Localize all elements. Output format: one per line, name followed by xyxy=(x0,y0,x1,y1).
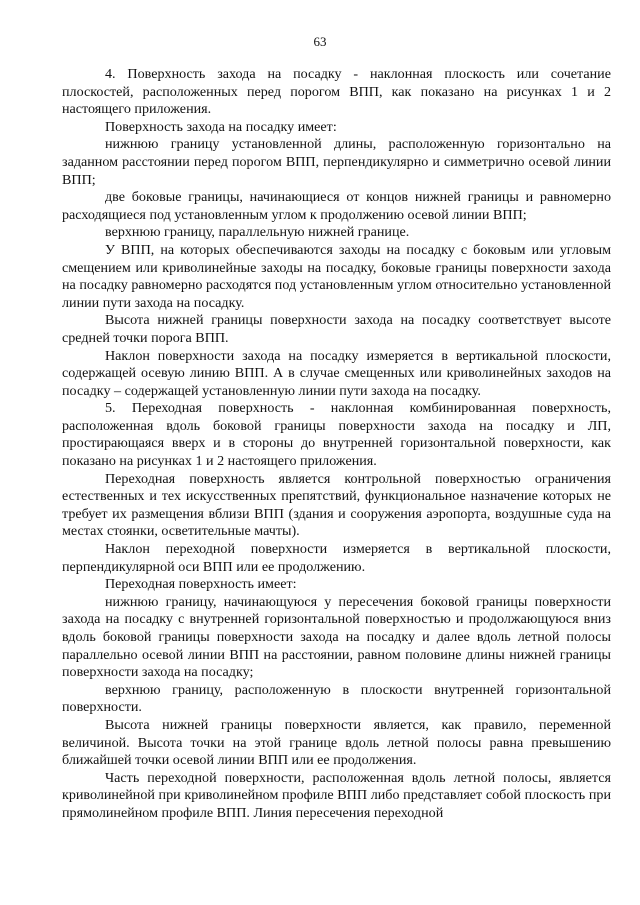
paragraph: Переходная поверхность имеет: xyxy=(105,576,297,593)
paragraph: Часть переходной поверхности, расположенная вдоль летной полосы, является криволинейной при криволинейном профиле ВПП либо представляет собой плоскость при прямолинейном профиле ВПП. Линия пересечения переходной xyxy=(62,769,611,821)
paragraph: верхнюю границу, расположенную в плоскости внутренней горизонтальной поверхности. xyxy=(62,681,611,716)
paragraph: Наклон поверхности захода на посадку измеряется в вертикальной плоскости, содержащей осевую линию ВПП. А в случае смещенных или криволинейных заходов на посадку – содержащей установленную линии пути захода на посадку. xyxy=(62,347,611,399)
paragraph: 4. Поверхность захода на посадку - наклонная плоскость или сочетание плоскостей, расположенных перед порогом ВПП, как показано на рисунках 1 и 2 настоящего приложения. xyxy=(62,66,611,118)
paragraph: 5. Переходная поверхность - наклонная комбинированная поверхность, расположенная вдоль боковой границы поверхности захода на посадку и ЛП, простирающаяся вверх и в стороны до внутренней горизонтальной поверхности, как показано на рисунках 1 и 2 настоящего приложения. xyxy=(62,400,611,470)
paragraph: две боковые границы, начинающиеся от концов нижней границы и равномерно расходящиеся под установленным углом к продолжению осевой линии ВПП; xyxy=(62,189,611,223)
paragraph: Поверхность захода на посадку имеет: xyxy=(105,118,337,135)
paragraph: нижнюю границу установленной длины, расположенную горизонтально на заданном расстоянии перед порогом ВПП, перпендикулярно и симметрично осевой линии ВПП; xyxy=(62,136,611,188)
paragraph: Наклон переходной поверхности измеряется в вертикальной плоскости, перпендикулярной оси ВПП или ее продолжению. xyxy=(62,541,611,575)
paragraph: У ВПП, на которых обеспечиваются заходы на посадку с боковым или угловым смещением или криволинейные заходы на посадку, боковые границы поверхности захода на посадку равномерно расходятся под установленным углом относительно установленной линии пути захода на посадку. xyxy=(62,241,611,311)
paragraph: Переходная поверхность является контрольной поверхностью ограничения естественных и тех искусственных препятствий, функциональное назначение которых не требует их размещения вблизи ВПП (здания и сооружения аэропорта, воздушные суда на местах стоянки, осветительные мачты). xyxy=(62,470,611,540)
document-body xyxy=(62,66,611,823)
paragraph: нижнюю границу, начинающуюся у пересечения боковой границы поверхности захода на посадку с внутренней горизонтальной поверхностью и продолжающуюся вниз вдоль боковой границы поверхности захода на посадку и далее вдоль летной полосы параллельно осевой линии ВПП на расстоянии, равном половине длины нижней границы поверхности захода на посадку; xyxy=(62,593,611,681)
paragraph: верхнюю границу, параллельную нижней границе. xyxy=(105,224,410,241)
paragraph: Высота нижней границы поверхности захода на посадку соответствует высоте средней точки порога ВПП. xyxy=(62,312,611,346)
paragraph: Высота нижней границы поверхности является, как правило, переменной величиной. Высота точки на этой границе вдоль летной полосы равна превышению ближайшей точки осевой линии ВПП или ее продолжения. xyxy=(62,716,611,769)
page-number: 63 xyxy=(313,34,327,49)
